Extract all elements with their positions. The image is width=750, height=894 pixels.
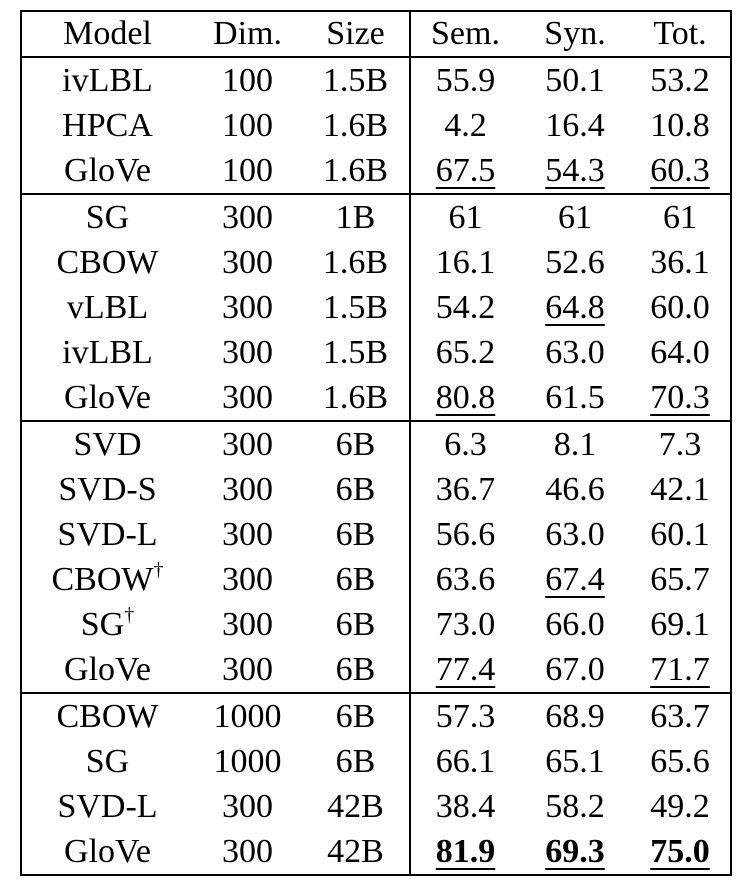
cell-tot xyxy=(630,647,731,693)
table-row xyxy=(21,467,731,512)
cell-model xyxy=(21,557,193,602)
cell-size-value: 6B xyxy=(335,742,376,780)
cell-dim-value: 100 xyxy=(222,61,273,99)
cell-size-value: 1.5B xyxy=(322,61,389,99)
cell-syn-value: 67.4 xyxy=(545,560,605,598)
cell-model xyxy=(21,467,193,512)
cell-dim-value: 300 xyxy=(222,288,273,326)
cell-tot-value: 63.7 xyxy=(650,697,710,735)
header-sem: Sem. xyxy=(410,11,520,57)
cell-size xyxy=(302,57,410,103)
cell-sem xyxy=(410,330,520,375)
table-row xyxy=(21,330,731,375)
cell-sem-value: 4.2 xyxy=(444,106,487,144)
cell-size xyxy=(302,240,410,285)
table-row xyxy=(21,739,731,784)
cell-size-value: 1.6B xyxy=(322,243,389,281)
table-row xyxy=(21,57,731,103)
cell-sem-value: 54.2 xyxy=(435,288,496,326)
cell-tot-value: 7.3 xyxy=(658,425,702,463)
cell-sem xyxy=(410,829,520,875)
header-dim: Dim. xyxy=(193,11,302,57)
cell-dim xyxy=(193,557,302,602)
cell-dim-value: 100 xyxy=(222,151,273,189)
cell-size-value: 1.6B xyxy=(322,151,389,189)
cell-size xyxy=(302,829,410,875)
cell-model-value: GloVe xyxy=(64,378,151,416)
cell-syn xyxy=(520,421,630,467)
cell-size-value: 6B xyxy=(335,650,376,688)
cell-model xyxy=(21,512,193,557)
cell-tot-value: 69.1 xyxy=(650,605,710,643)
table-row xyxy=(21,784,731,829)
cell-sem xyxy=(410,512,520,557)
cell-tot xyxy=(630,148,731,194)
cell-tot xyxy=(630,240,731,285)
table-row xyxy=(21,103,731,148)
cell-tot xyxy=(630,375,731,421)
cell-tot-value: 75.0 xyxy=(650,832,710,870)
cell-size-value: 6B xyxy=(335,560,376,598)
cell-syn xyxy=(520,739,630,784)
cell-size xyxy=(302,784,410,829)
cell-tot-value: 60.3 xyxy=(650,151,710,189)
cell-syn-value: 58.2 xyxy=(545,787,605,825)
cell-dim-value: 300 xyxy=(222,243,273,281)
cell-model xyxy=(21,285,193,330)
header-size: Size xyxy=(302,11,410,57)
cell-sem-value: 67.5 xyxy=(435,151,496,189)
cell-dim xyxy=(193,784,302,829)
cell-tot-value: 42.1 xyxy=(650,470,710,508)
cell-model xyxy=(21,784,193,829)
cell-model-value: SVD-L xyxy=(57,515,158,553)
cell-syn xyxy=(520,375,630,421)
cell-model xyxy=(21,103,193,148)
cell-sem-value: 65.2 xyxy=(435,333,496,371)
table-row xyxy=(21,693,731,739)
cell-tot xyxy=(630,103,731,148)
cell-model-value: SVD-S xyxy=(58,470,157,508)
cell-dim-value: 300 xyxy=(222,515,273,553)
cell-sem xyxy=(410,285,520,330)
table-row xyxy=(21,375,731,421)
cell-sem-value: 55.9 xyxy=(435,61,496,99)
cell-size-value: 1.6B xyxy=(322,106,389,144)
cell-syn xyxy=(520,602,630,647)
cell-sem-value: 57.3 xyxy=(435,697,496,735)
cell-sem-value: 61 xyxy=(448,198,483,236)
table-header xyxy=(21,11,731,57)
cell-model xyxy=(21,693,193,739)
cell-sem xyxy=(410,557,520,602)
results-table xyxy=(20,10,732,876)
cell-dim xyxy=(193,330,302,375)
cell-size-value: 6B xyxy=(335,515,376,553)
cell-syn-value: 61.5 xyxy=(545,378,605,416)
cell-model xyxy=(21,148,193,194)
cell-dim-value: 300 xyxy=(222,333,273,371)
cell-model xyxy=(21,829,193,875)
table-row xyxy=(21,557,731,602)
cell-model-value: GloVe xyxy=(64,832,151,870)
cell-tot xyxy=(630,467,731,512)
cell-tot xyxy=(630,421,731,467)
cell-model xyxy=(21,421,193,467)
cell-size-value: 1.6B xyxy=(322,378,389,416)
cell-model-value: CBOW xyxy=(56,697,159,735)
cell-dim-value: 300 xyxy=(222,470,273,508)
cell-sem xyxy=(410,467,520,512)
cell-dim xyxy=(193,148,302,194)
table-row xyxy=(21,512,731,557)
cell-sem-value: 36.7 xyxy=(435,470,496,508)
cell-sem-value: 81.9 xyxy=(435,832,496,870)
table-row xyxy=(21,602,731,647)
cell-syn-value: 67.0 xyxy=(545,650,605,688)
cell-model-value: SVD-L xyxy=(57,787,158,825)
cell-sem-value: 66.1 xyxy=(435,742,496,780)
cell-size-value: 1.5B xyxy=(322,288,389,326)
cell-sem-value: 80.8 xyxy=(435,378,496,416)
cell-syn-value: 52.6 xyxy=(545,243,605,281)
cell-model xyxy=(21,602,193,647)
cell-model-value: CBOW xyxy=(51,560,154,598)
cell-syn-value: 8.1 xyxy=(553,425,597,463)
cell-sem xyxy=(410,194,520,240)
cell-dim-value: 1000 xyxy=(213,742,282,780)
cell-dim-value: 300 xyxy=(222,425,273,463)
cell-syn xyxy=(520,57,630,103)
cell-tot-value: 70.3 xyxy=(650,378,710,416)
cell-sem xyxy=(410,375,520,421)
cell-model-value: CBOW xyxy=(56,243,159,281)
header-row xyxy=(21,11,731,57)
cell-dim-value: 300 xyxy=(222,832,273,870)
cell-sem-value: 38.4 xyxy=(435,787,496,825)
cell-sem xyxy=(410,784,520,829)
cell-dim xyxy=(193,829,302,875)
cell-size xyxy=(302,330,410,375)
cell-dim xyxy=(193,693,302,739)
cell-syn xyxy=(520,330,630,375)
cell-syn xyxy=(520,194,630,240)
cell-size-value: 1.5B xyxy=(322,333,389,371)
cell-sem-value: 73.0 xyxy=(435,605,496,643)
cell-syn-value: 64.8 xyxy=(545,288,605,326)
cell-dim-value: 300 xyxy=(222,198,273,236)
table-row xyxy=(21,647,731,693)
cell-syn-value: 61 xyxy=(558,198,592,236)
cell-size xyxy=(302,194,410,240)
cell-dim xyxy=(193,739,302,784)
cell-syn xyxy=(520,647,630,693)
cell-model-value: SG xyxy=(85,742,130,780)
cell-dim-value: 300 xyxy=(222,787,273,825)
cell-syn-value: 66.0 xyxy=(545,605,605,643)
cell-sem-value: 56.6 xyxy=(435,515,496,553)
cell-tot xyxy=(630,557,731,602)
cell-model-value: SG xyxy=(80,605,125,643)
cell-size-value: 6B xyxy=(335,425,376,463)
cell-model-value: ivLBL xyxy=(62,61,153,99)
cell-sem xyxy=(410,240,520,285)
cell-sem xyxy=(410,103,520,148)
cell-tot-value: 65.6 xyxy=(650,742,710,780)
cell-syn xyxy=(520,784,630,829)
cell-tot-value: 60.1 xyxy=(650,515,710,553)
cell-tot xyxy=(630,693,731,739)
cell-tot-value: 61 xyxy=(663,198,697,236)
cell-tot xyxy=(630,739,731,784)
cell-sem xyxy=(410,647,520,693)
cell-syn-value: 65.1 xyxy=(545,742,605,780)
cell-sem xyxy=(410,148,520,194)
cell-tot-value: 49.2 xyxy=(650,787,710,825)
cell-size xyxy=(302,421,410,467)
cell-tot xyxy=(630,194,731,240)
cell-dim xyxy=(193,421,302,467)
cell-model-value: vLBL xyxy=(66,288,149,326)
cell-syn xyxy=(520,512,630,557)
cell-syn xyxy=(520,693,630,739)
cell-model xyxy=(21,57,193,103)
cell-dim xyxy=(193,57,302,103)
cell-size xyxy=(302,285,410,330)
cell-tot-value: 65.7 xyxy=(650,560,710,598)
cell-sem xyxy=(410,693,520,739)
cell-size xyxy=(302,739,410,784)
cell-size xyxy=(302,693,410,739)
table-body xyxy=(21,57,731,875)
cell-syn-value: 16.4 xyxy=(545,106,605,144)
cell-size xyxy=(302,148,410,194)
cell-dim-value: 300 xyxy=(222,650,273,688)
cell-dim xyxy=(193,375,302,421)
cell-tot-value: 36.1 xyxy=(650,243,710,281)
cell-size xyxy=(302,557,410,602)
cell-tot xyxy=(630,784,731,829)
cell-size-value: 6B xyxy=(335,697,376,735)
table-row xyxy=(21,148,731,194)
cell-model xyxy=(21,739,193,784)
cell-dim-value: 100 xyxy=(222,106,273,144)
cell-sem-value: 16.1 xyxy=(435,243,496,281)
cell-size xyxy=(302,467,410,512)
cell-model xyxy=(21,330,193,375)
dagger-mark: † xyxy=(124,603,135,626)
cell-dim-value: 300 xyxy=(222,560,273,598)
cell-sem xyxy=(410,739,520,784)
cell-model-value: ivLBL xyxy=(62,333,153,371)
cell-syn xyxy=(520,557,630,602)
header-syn: Syn. xyxy=(520,11,630,57)
cell-tot xyxy=(630,512,731,557)
cell-syn-value: 63.0 xyxy=(545,515,605,553)
cell-dim xyxy=(193,512,302,557)
cell-model xyxy=(21,647,193,693)
cell-dim xyxy=(193,103,302,148)
cell-syn xyxy=(520,148,630,194)
cell-syn-value: 69.3 xyxy=(545,832,605,870)
table-row xyxy=(21,285,731,330)
cell-model-value: GloVe xyxy=(64,151,151,189)
cell-dim xyxy=(193,602,302,647)
cell-syn-value: 68.9 xyxy=(545,697,605,735)
header-model: Model xyxy=(21,11,193,57)
cell-model xyxy=(21,240,193,285)
cell-size xyxy=(302,602,410,647)
cell-tot xyxy=(630,602,731,647)
cell-tot-value: 10.8 xyxy=(650,106,710,144)
cell-model xyxy=(21,375,193,421)
cell-tot xyxy=(630,330,731,375)
dagger-mark: † xyxy=(153,558,164,581)
cell-syn xyxy=(520,240,630,285)
table-row xyxy=(21,240,731,285)
cell-sem xyxy=(410,421,520,467)
cell-sem-value: 63.6 xyxy=(435,560,496,598)
header-tot: Tot. xyxy=(630,11,731,57)
table-row xyxy=(21,421,731,467)
cell-sem-value: 6.3 xyxy=(444,425,487,463)
cell-size xyxy=(302,375,410,421)
cell-dim xyxy=(193,240,302,285)
cell-syn xyxy=(520,285,630,330)
cell-dim-value: 300 xyxy=(222,605,273,643)
cell-dim xyxy=(193,285,302,330)
cell-dim-value: 300 xyxy=(222,378,273,416)
cell-size-value: 6B xyxy=(335,470,376,508)
cell-tot xyxy=(630,285,731,330)
cell-model-value: GloVe xyxy=(64,650,151,688)
cell-syn xyxy=(520,829,630,875)
cell-syn-value: 63.0 xyxy=(545,333,605,371)
cell-model-value: SVD xyxy=(73,425,142,463)
cell-tot-value: 64.0 xyxy=(650,333,710,371)
cell-syn-value: 46.6 xyxy=(545,470,605,508)
cell-size xyxy=(302,647,410,693)
cell-size-value: 42B xyxy=(327,832,384,870)
cell-tot-value: 71.7 xyxy=(650,650,710,688)
cell-size-value: 42B xyxy=(327,787,384,825)
cell-size xyxy=(302,103,410,148)
cell-tot-value: 53.2 xyxy=(650,61,710,99)
cell-dim-value: 1000 xyxy=(213,697,282,735)
cell-syn-value: 50.1 xyxy=(545,61,605,99)
cell-dim xyxy=(193,467,302,512)
cell-dim xyxy=(193,194,302,240)
table-row xyxy=(21,194,731,240)
cell-model-value: HPCA xyxy=(62,106,153,144)
cell-size-value: 6B xyxy=(335,605,376,643)
cell-tot xyxy=(630,57,731,103)
cell-size-value: 1B xyxy=(335,198,376,236)
cell-model xyxy=(21,194,193,240)
cell-syn-value: 54.3 xyxy=(545,151,605,189)
cell-model-value: SG xyxy=(85,198,130,236)
table-row xyxy=(21,829,731,875)
cell-size xyxy=(302,512,410,557)
cell-sem xyxy=(410,57,520,103)
cell-syn xyxy=(520,467,630,512)
cell-dim xyxy=(193,647,302,693)
cell-tot-value: 60.0 xyxy=(650,288,710,326)
cell-tot xyxy=(630,829,731,875)
cell-sem xyxy=(410,602,520,647)
cell-sem-value: 77.4 xyxy=(435,650,496,688)
cell-syn xyxy=(520,103,630,148)
